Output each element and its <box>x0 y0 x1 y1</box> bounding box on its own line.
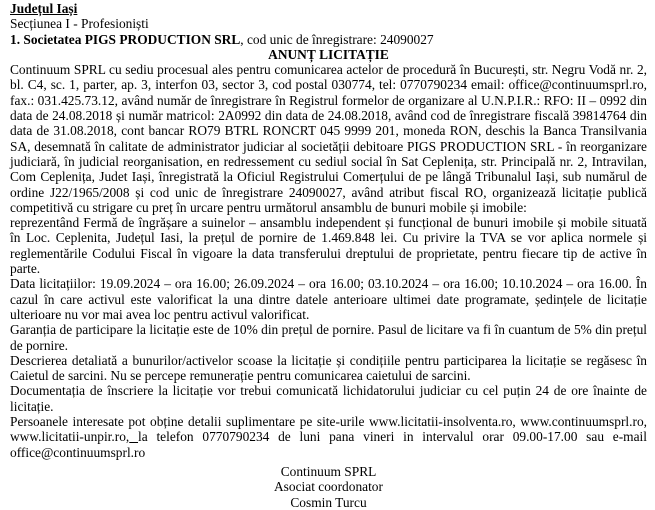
signature-name: Cosmin Turcu <box>290 494 367 510</box>
signature-block <box>10 464 647 510</box>
contact-sites: Persoanele interesate pot obține detalii suplimentare pe site-urile www.licitatii-insolventa.ro, www.continuumsprl.ro, <box>10 414 647 430</box>
documentation-paragraph: Documentația de înscriere la licitație vor trebui comunicată lichidatorului judiciar cu cel puțin 24 de ore înainte de licitație. <box>10 383 647 414</box>
signature-firm: Continuum SPRL <box>280 463 377 479</box>
contact-details: la telefon 0770790234 de luni pana vineri in intervalul orar 09.00-17.00 sau e-mail office@continuumsprl.ro <box>10 429 647 460</box>
section-label: Secțiunea I - Profesioniști <box>10 16 149 32</box>
auction-dates-paragraph: Data licitațiilor: 19.09.2024 – ora 16.00; 26.09.2024 – ora 16.00; 03.10.2024 – ora 16.00; 10.10.2024 – ora 16.00. În cazul în care activul este valorificat la una dintre datele anterioare ultimei date programate, ședințele de licitație ulterioare nu vor mai avea loc pentru activul valorificat. <box>10 276 647 322</box>
unpir-link[interactable]: www.licitatii-unpir.ro, <box>10 429 130 445</box>
guarantee-paragraph: Garanția de participare la licitație este de 10% din prețul de pornire. Pasul de licitare va fi în cuantum de 5% din prețul de pornire. <box>10 322 647 353</box>
company-name: Societatea PIGS PRODUCTION SRL <box>23 31 241 47</box>
description-paragraph: Descrierea detaliată a bunurilor/activelor scoase la licitație și condițiile pentru participarea la licitație se regăsesc în Caietul de sarcini. Nu se percepe remunerație pentru comunicarea caietului de sarcini. <box>10 352 647 384</box>
company-number: 1. <box>10 31 21 47</box>
company-line <box>10 32 647 47</box>
signature-role: Asociat coordonator <box>274 479 383 495</box>
asset-paragraph: reprezentând Fermă de îngrășare a suinelor – ansamblu independent și funcțional de bunuri imobile și mobile situată în Loc. Ceplenita, Județul Iasi, la prețul de pornire de 1.469.848 lei. Cu privire la TVA se vor aplica normele și reglementările Codului Fiscal în vigoare la data transferului dreptului de proprietate, pentru fiecare tip de active în parte. <box>10 215 647 277</box>
intro-paragraph: Continuum SPRL cu sediu procesual ales pentru comunicarea actelor de procedură în București, str. Negru Vodă nr. 2, bl. C4, sc. 1, parter, ap. 3, interfon 03, sector 3, cod postal 030774, tel: 0770790234 email: office@continuumsprl.ro, fax.: 031.425.73.12, având număr de înregistrare în Registrul formelor de organizare al U.N.P.I.R.: RFO: II – 0992 din data de 24.08.2018 și număr matricol: 2A0992 din data de 24.08.2018, având cod de înregistrare fiscală 39814764 din data de 31.08.2018, cont bancar RO79 BTRL RONCRT 045 9999 201, moneda RON, deschis la Banca Transilvania SA, desemnată în calitate de administrator judiciar al societății debitoare PIGS PRODUCTION SRL - în reorganizare judiciară, în judicial reorganisation, en redressement cu sediul social în Sat Ceplenița, str. Principală nr. 2, Intravilan, Com Ceplenița, Judet Iași, înregistrată la Oficiul Registrului Comerțului de pe lângă Tribunalul Iași, sub numărul de ordine J22/1965/2008 și cod unic de înregistrare 24090027, având atribut fiscal RO, organizează licitație publică competitivă cu strigare cu preț în urcare pentru următorul ansamblu de bunuri mobile și imobile: <box>10 62 647 215</box>
link-underline-gap <box>129 429 138 444</box>
company-registration: , cod unic de înregistrare: 24090027 <box>240 31 434 47</box>
announcement-title: ANUNȚ LICITAȚIE <box>268 46 389 62</box>
county-heading: Județul Iași <box>10 1 78 16</box>
contact-paragraph <box>10 414 647 460</box>
